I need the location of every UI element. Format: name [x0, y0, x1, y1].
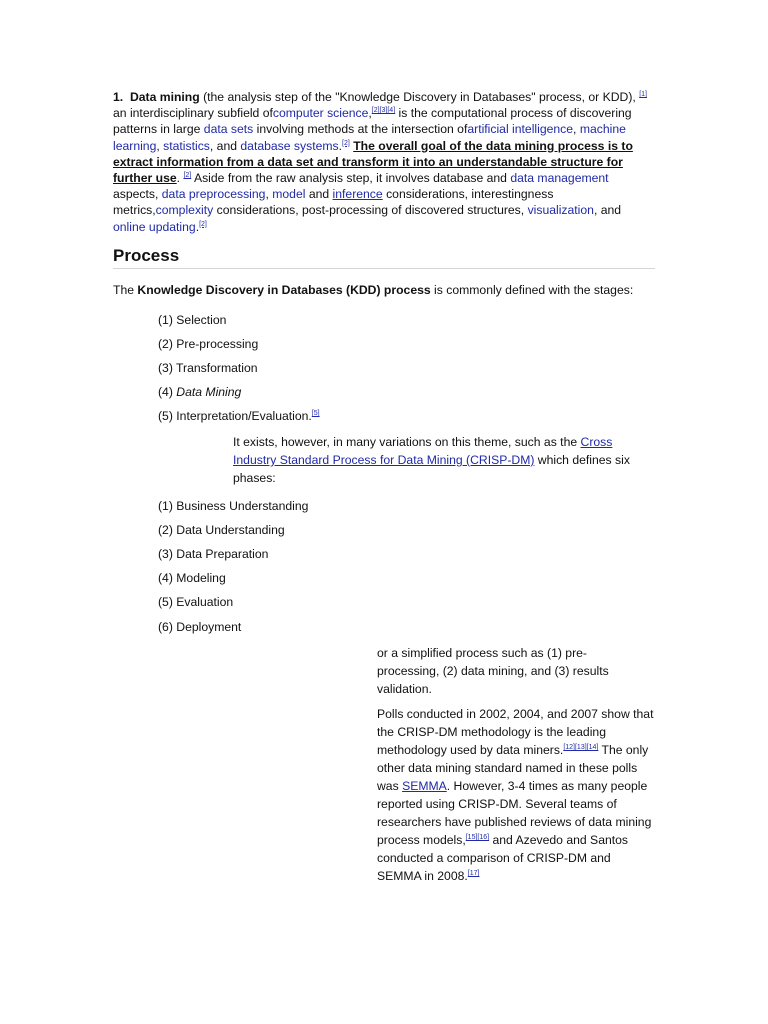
simplified-process-note: or a simplified process such as (1) pre-processing, (2) data mining, and (3) results validation. — [377, 646, 609, 696]
item-number: 1. — [113, 90, 124, 104]
text: (4) — [158, 385, 177, 399]
text: considerations, post-processing of discovered structures, — [213, 203, 528, 218]
text: The only other data mining standard named in these polls was — [377, 743, 649, 793]
ref-link[interactable]: [2] — [183, 171, 192, 179]
phase-item: (5) Evaluation — [158, 595, 234, 609]
crisp-note — [233, 433, 653, 487]
text: aspects, — [113, 187, 162, 202]
stage-item: (3) Transformation — [158, 361, 258, 375]
text: Polls conducted in 2002, 2004, and 2007 show that the CRISP-DM methodology is the leading methodology used by data miners. — [377, 707, 654, 757]
ref-link[interactable]: [15][16] — [465, 833, 490, 841]
phase-item: (1) Business Understanding — [158, 499, 309, 513]
link-database-systems[interactable]: database systems — [240, 138, 339, 153]
stage-item: (2) Pre-processing — [158, 337, 259, 351]
text: involving methods at the intersection of — [253, 122, 468, 137]
link-semma[interactable]: SEMMA — [402, 779, 447, 793]
ref-link[interactable]: [2] — [199, 220, 207, 228]
link-crisp-dm[interactable]: Cross Industry Standard Process for Data Mining (CRISP-DM) — [233, 435, 613, 467]
text: It exists, however, in many variations on this theme, such as the — [233, 435, 581, 449]
polls-note — [377, 705, 657, 885]
ref-link[interactable]: [5] — [311, 409, 320, 417]
kdd-term: Knowledge Discovery in Databases (KDD) process — [137, 283, 431, 297]
text: The — [113, 283, 138, 297]
link-visualization[interactable]: visualization — [527, 203, 594, 218]
ref-link[interactable]: [12][13][14] — [563, 743, 599, 751]
phase-item: (4) Modeling — [158, 571, 226, 585]
phase-item: (2) Data Understanding — [158, 523, 285, 537]
text: considerations, interestingness metrics, — [113, 187, 554, 218]
text: (the analysis step of the "Knowledge Discovery in Databases" process, or KDD), — [199, 90, 640, 104]
text: . — [195, 219, 200, 234]
stage-item: (1) Selection — [158, 313, 227, 327]
ref-link[interactable]: [17] — [467, 869, 480, 877]
text: , and — [209, 138, 241, 153]
link-data-preprocessing[interactable]: data preprocessing — [161, 187, 266, 202]
text: (5) Interpretation/Evaluation. — [158, 409, 312, 423]
goal-statement: The overall goal of the data mining process is to extract information from a data set and transform it into an understandable structure for further use — [113, 138, 633, 186]
text: , — [368, 106, 372, 121]
link-data-management[interactable]: data management — [510, 171, 609, 186]
text: an interdisciplinary subfield of — [113, 106, 273, 121]
stage-item — [158, 409, 320, 423]
text: , — [156, 138, 164, 153]
ref-link[interactable]: [2] — [342, 139, 350, 147]
phase-item: (3) Data Preparation — [158, 547, 269, 561]
text: . — [176, 171, 181, 186]
ref-link[interactable]: [1] — [639, 90, 647, 98]
phase-item: (6) Deployment — [158, 620, 242, 634]
kdd-definition — [113, 283, 673, 297]
text: which defines six phases: — [233, 453, 630, 485]
term-data-mining: Data mining — [129, 90, 200, 104]
stage-data-mining: Data Mining — [176, 385, 242, 399]
section-heading-process: Process — [113, 246, 655, 269]
link-artificial-intelligence[interactable]: artificial intelligence — [467, 122, 574, 137]
link-machine-learning[interactable]: machine learning — [113, 122, 626, 153]
text: , — [573, 122, 580, 137]
text: is commonly defined with the stages: — [430, 283, 634, 297]
text: . — [338, 138, 343, 153]
text: Aside from the raw analysis step, it involves database and — [191, 171, 511, 186]
stage-item — [158, 385, 241, 399]
text: is the computational process of discovering patterns in large — [113, 106, 632, 137]
ref-link[interactable]: [2][3][4] — [371, 107, 396, 115]
text: and Azevedo and Santos conducted a comparison of CRISP-DM and SEMMA in 2008. — [377, 833, 629, 883]
text: . However, 3-4 times as many people reported using CRISP-DM. Several teams of researchers have published reviews of data mining process models, — [377, 779, 652, 847]
link-inference[interactable]: inference — [332, 187, 383, 202]
link-online-updating[interactable]: online updating — [113, 219, 196, 234]
intro-paragraph — [113, 89, 653, 235]
link-data-sets[interactable]: data sets — [203, 122, 254, 137]
link-model[interactable]: model — [272, 187, 306, 202]
text: , — [265, 187, 273, 202]
text: and — [305, 187, 333, 202]
link-complexity[interactable]: complexity — [155, 203, 214, 218]
link-statistics[interactable]: statistics — [163, 138, 210, 153]
text: , and — [593, 203, 622, 218]
link-computer-science[interactable]: computer science — [272, 106, 369, 121]
